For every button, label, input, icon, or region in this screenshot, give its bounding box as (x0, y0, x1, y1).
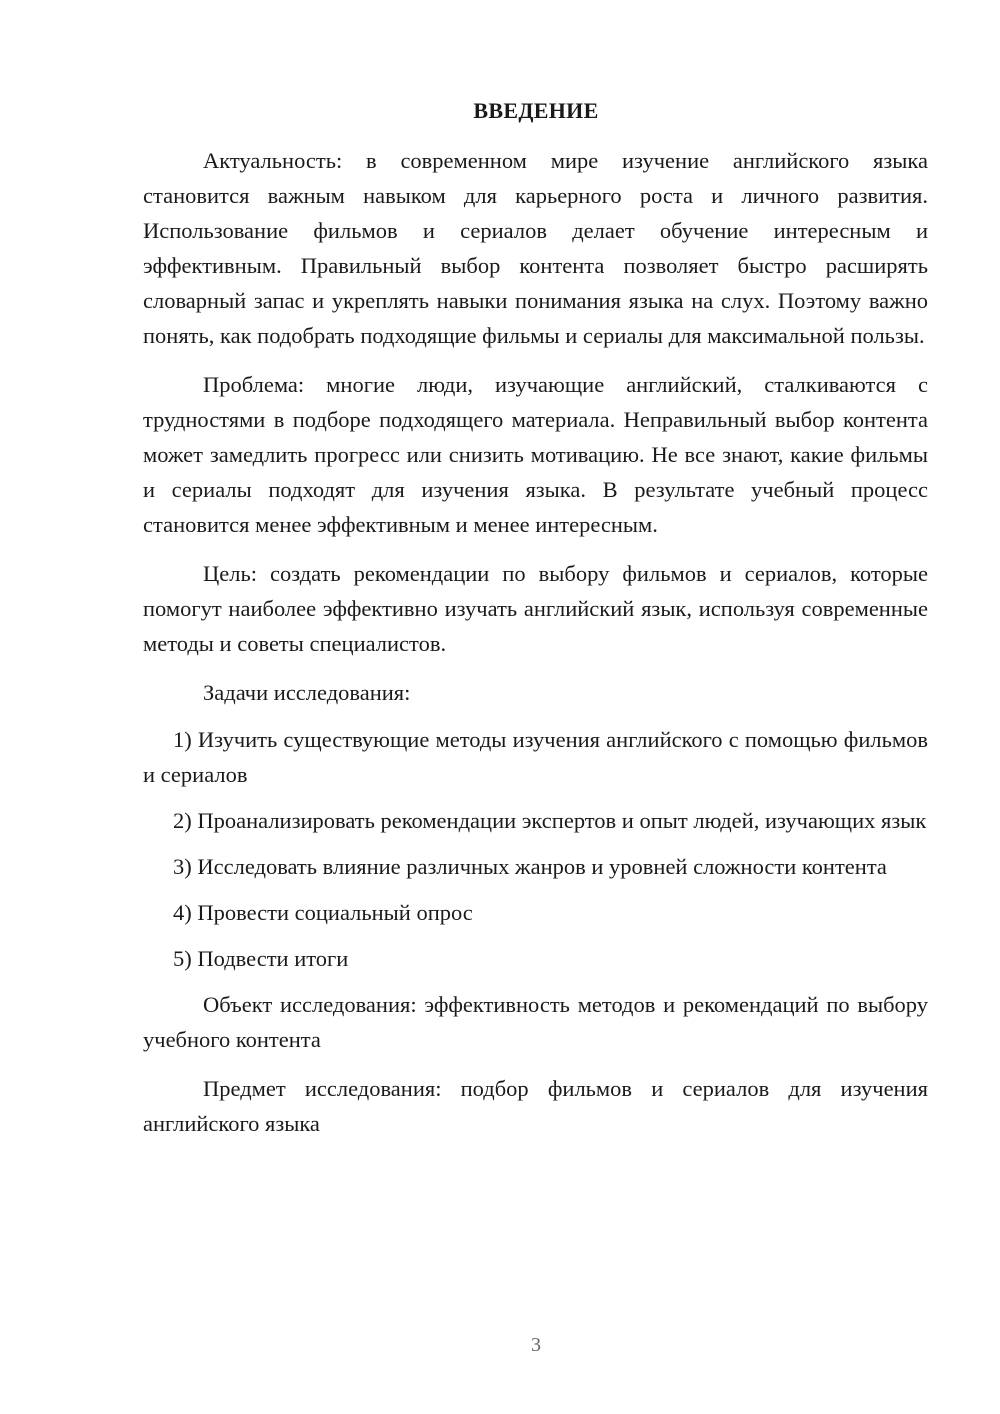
page-title: ВВЕДЕНИЕ (473, 98, 599, 123)
page-number: 3 (531, 1334, 541, 1356)
document-body (143, 143, 928, 1155)
task-item: 1) Изучить существующие методы изучения английского с помощью фильмов и сериалов (143, 727, 928, 787)
subject-paragraph: Предмет исследования: подбор фильмов и сериалов для изучения английского языка (143, 1076, 928, 1136)
task-item: 4) Провести социальный опрос (173, 900, 473, 925)
task-item: 5) Подвести итоги (173, 946, 349, 971)
task-item: 2) Проанализировать рекомендации экспертов и опыт людей, изучающих язык (173, 808, 927, 833)
relevance-paragraph: Актуальность: в современном мире изучение английского языка становится важным навыком для карьерного роста и личного развития. Использование фильмов и сериалов делает обучение интересным и эффективным. Правильный выбор контента позволяет быстро расширять словарный запас и укреплять навыки понимания языка на слух. Поэтому важно понять, как подобрать подходящие фильмы и сериалы для максимальной пользы. (143, 148, 928, 348)
object-paragraph: Объект исследования: эффективность методов и рекомендаций по выбору учебного контента (143, 992, 928, 1052)
tasks-heading: Задачи исследования: (203, 680, 411, 705)
task-item: 3) Исследовать влияние различных жанров и уровней сложности контента (173, 854, 887, 879)
problem-paragraph: Проблема: многие люди, изучающие английский, сталкиваются с трудностями в подборе подходящего материала. Неправильный выбор контента может замедлить прогресс или снизить мотивацию. Не все знают, какие фильмы и сериалы подходят для изучения языка. В результате учебный процесс становится менее эффективным и менее интересным. (143, 372, 928, 537)
goal-paragraph: Цель: создать рекомендации по выбору фильмов и сериалов, которые помогут наиболее эффективно изучать английский язык, используя современные методы и советы специалистов. (143, 561, 928, 656)
